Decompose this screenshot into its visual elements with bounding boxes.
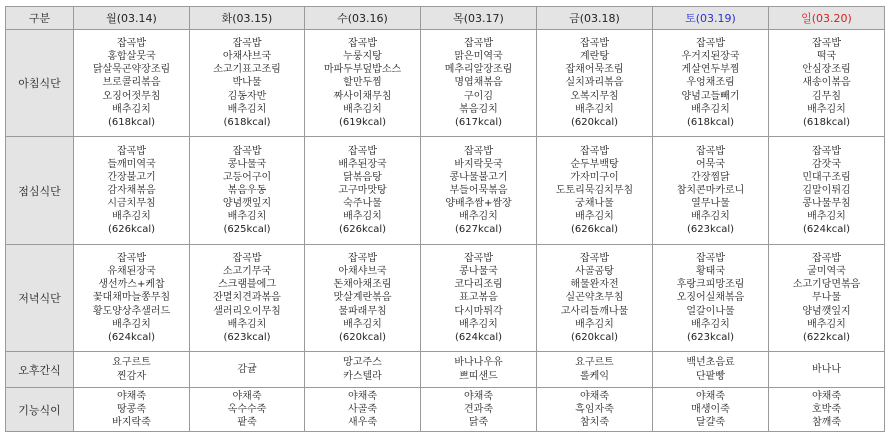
menu-cell-mon bbox=[74, 30, 190, 137]
menu-item: 배추김치 bbox=[575, 103, 614, 115]
menu-item: 배추김치 bbox=[227, 103, 267, 115]
menu-item: 양념깻잎지 bbox=[222, 198, 272, 210]
menu-item: 잡곡밥 bbox=[232, 145, 262, 157]
menu-item: (620kcal) bbox=[570, 116, 619, 128]
menu-item: 배추김치 bbox=[227, 318, 267, 330]
menu-item: 잡곡밥 bbox=[464, 253, 493, 265]
menu-item: 배추김치 bbox=[807, 211, 846, 223]
menu-item: 닭죽 bbox=[468, 417, 489, 429]
menu-item: 옥수수죽 bbox=[227, 403, 267, 415]
menu-item: 순두부백탕 bbox=[570, 158, 619, 170]
menu-item: 찐감자 bbox=[117, 370, 146, 382]
menu-item: (626kcal) bbox=[570, 224, 619, 236]
menu-cell-tue bbox=[190, 137, 305, 245]
header-day-mon: 월(03.14) bbox=[74, 7, 190, 30]
menu-item: 배추김치 bbox=[112, 103, 151, 115]
functional-diet-row bbox=[6, 388, 885, 432]
menu-item: 잡곡밥 bbox=[696, 38, 725, 50]
menu-item: 닭살묵곤약장조림 bbox=[92, 64, 171, 76]
menu-item: 양념깻잎지 bbox=[802, 305, 851, 317]
menu-cell-fri bbox=[537, 388, 653, 432]
menu-item: 잡곡밥 bbox=[464, 145, 493, 157]
menu-item: (624kcal) bbox=[107, 331, 156, 343]
menu-item: 맑은미역국 bbox=[454, 51, 503, 63]
menu-cell-mon bbox=[74, 137, 190, 245]
menu-cell-tue bbox=[190, 245, 305, 352]
menu-item: 쁘띠샌드 bbox=[459, 370, 498, 382]
menu-cell-thu bbox=[421, 245, 537, 352]
menu-item: 계란탕 bbox=[580, 51, 609, 63]
menu-cell-sun bbox=[769, 30, 885, 137]
menu-item: 무나물 bbox=[812, 292, 841, 304]
menu-item: 오징어젓무침 bbox=[102, 90, 161, 102]
menu-item: 구이김 bbox=[464, 90, 493, 102]
menu-item: 요구르트 bbox=[112, 357, 151, 369]
menu-item: 새우죽 bbox=[348, 417, 377, 429]
menu-item: 명엽채볶음 bbox=[454, 77, 503, 89]
menu-cell-thu bbox=[421, 137, 537, 245]
menu-item: 배추김치 bbox=[691, 318, 730, 330]
menu-item: 소고기당면볶음 bbox=[792, 279, 861, 291]
menu-item: 잡곡밥 bbox=[812, 38, 841, 50]
menu-item: 감귤 bbox=[237, 363, 257, 375]
menu-item: 잡곡밥 bbox=[812, 145, 841, 157]
menu-cell-fri bbox=[537, 137, 653, 245]
menu-item: 야채죽 bbox=[580, 390, 609, 402]
menu-item: 달걀죽 bbox=[696, 417, 725, 429]
menu-item: (620kcal) bbox=[570, 331, 619, 343]
snack-row bbox=[6, 352, 885, 388]
menu-item: 고사리들깨나물 bbox=[560, 305, 629, 317]
menu-item: 마파두부덮밥소스 bbox=[323, 64, 402, 76]
menu-item: 배추김치 bbox=[227, 211, 267, 223]
menu-item: (622kcal) bbox=[802, 331, 851, 343]
menu-item: 배추김치 bbox=[112, 211, 151, 223]
menu-cell-tue bbox=[190, 352, 305, 388]
menu-item: 참치죽 bbox=[580, 417, 609, 429]
menu-item: 배추김치 bbox=[575, 211, 614, 223]
menu-item: 굴미역국 bbox=[807, 266, 846, 278]
menu-item: 박나물 bbox=[232, 77, 262, 89]
menu-item: 할만두찜 bbox=[343, 77, 382, 89]
menu-item: 야채죽 bbox=[464, 390, 493, 402]
menu-item: 고등어구이 bbox=[222, 171, 272, 183]
menu-item: 바지락죽 bbox=[112, 417, 151, 429]
menu-item: 바나나우유 bbox=[454, 357, 503, 369]
menu-item: 우엉채조림 bbox=[686, 77, 735, 89]
menu-item: 팥죽 bbox=[237, 417, 257, 429]
menu-item: 김무침 bbox=[812, 90, 841, 102]
menu-item: 참치콘마카로니 bbox=[676, 184, 745, 196]
menu-item: 잡곡밥 bbox=[348, 253, 377, 265]
menu-item: 샐러리오이무침 bbox=[213, 305, 281, 317]
row-label: 오후간식 bbox=[6, 352, 74, 388]
menu-item: 배추김치 bbox=[112, 318, 151, 330]
menu-item: 홍합살뭇국 bbox=[107, 51, 156, 63]
menu-item: 아채샤브국 bbox=[222, 51, 272, 63]
menu-item: 배추된장국 bbox=[338, 158, 387, 170]
menu-item: 숙주나물 bbox=[343, 198, 382, 210]
menu-item: 단팥빵 bbox=[696, 370, 725, 382]
menu-item: 콩나물무침 bbox=[802, 198, 851, 210]
row-label: 저녁식단 bbox=[6, 245, 74, 352]
menu-item: 표고볶음 bbox=[459, 292, 498, 304]
menu-item: 간장불고기 bbox=[107, 171, 156, 183]
menu-item: 들깨미역국 bbox=[107, 158, 156, 170]
menu-cell-wed bbox=[305, 30, 421, 137]
menu-item: 떡국 bbox=[816, 51, 837, 63]
menu-item: 잡곡밥 bbox=[348, 145, 377, 157]
menu-cell-wed bbox=[305, 352, 421, 388]
menu-item: 부들어묵볶음 bbox=[449, 184, 508, 196]
menu-item: 롤케익 bbox=[580, 370, 609, 382]
menu-item: 도토리묵김치무침 bbox=[555, 184, 634, 196]
menu-item: 배추김치 bbox=[343, 103, 382, 115]
menu-item: (623kcal) bbox=[686, 224, 735, 236]
menu-item: 황도양상추샐러드 bbox=[92, 305, 171, 317]
menu-item: (620kcal) bbox=[338, 331, 387, 343]
menu-item: 참깨죽 bbox=[812, 417, 841, 429]
header-category: 구분 bbox=[6, 7, 74, 30]
menu-cell-tue bbox=[190, 30, 305, 137]
menu-cell-sun bbox=[769, 245, 885, 352]
menu-item: 짜사이채무침 bbox=[333, 90, 392, 102]
menu-item: 흑임자죽 bbox=[575, 403, 614, 415]
menu-cell-fri bbox=[537, 30, 653, 137]
menu-item: 메추리알장조림 bbox=[444, 64, 513, 76]
menu-item: (627kcal) bbox=[454, 224, 503, 236]
menu-item: 물파래무침 bbox=[338, 305, 387, 317]
menu-item: (623kcal) bbox=[686, 331, 735, 343]
menu-item: 잡곡밥 bbox=[812, 253, 841, 265]
menu-item: 게살연두부찜 bbox=[681, 64, 740, 76]
menu-item: 땅콩죽 bbox=[117, 403, 146, 415]
menu-cell-mon bbox=[74, 245, 190, 352]
menu-item: 후랑크피망조림 bbox=[676, 279, 745, 291]
menu-item: (618kcal) bbox=[802, 116, 851, 128]
menu-cell-thu bbox=[421, 388, 537, 432]
menu-item: (618kcal) bbox=[223, 116, 271, 128]
menu-item: 잡곡밥 bbox=[117, 38, 146, 50]
header-day-tue: 화(03.15) bbox=[190, 7, 305, 30]
menu-item: 야채죽 bbox=[117, 390, 146, 402]
menu-item: 잡곡밥 bbox=[580, 38, 609, 50]
menu-item: 잡곡밥 bbox=[580, 145, 609, 157]
menu-item: (623kcal) bbox=[223, 331, 271, 343]
menu-cell-thu bbox=[421, 30, 537, 137]
menu-item: 가자미구이 bbox=[570, 171, 619, 183]
row-label: 기능식이 bbox=[6, 388, 74, 432]
menu-item: (618kcal) bbox=[107, 116, 156, 128]
menu-item: 바나나 bbox=[812, 363, 841, 375]
menu-item: 잡곡밥 bbox=[117, 253, 146, 265]
menu-item: 배추김치 bbox=[343, 318, 382, 330]
menu-item: 닭볶음탕 bbox=[343, 171, 382, 183]
menu-item: 배추김치 bbox=[459, 318, 498, 330]
menu-item: 잡곡밥 bbox=[696, 253, 725, 265]
menu-cell-wed bbox=[305, 245, 421, 352]
menu-item: (624kcal) bbox=[454, 331, 503, 343]
weekly-meal-table bbox=[5, 6, 885, 432]
menu-item: 볶음김치 bbox=[459, 103, 498, 115]
menu-cell-sat bbox=[653, 388, 769, 432]
menu-item: 브로콜리볶음 bbox=[102, 77, 161, 89]
lunch-row bbox=[6, 137, 885, 245]
menu-item: (625kcal) bbox=[223, 224, 271, 236]
menu-item: 잡곡밥 bbox=[232, 253, 262, 265]
menu-cell-thu bbox=[421, 352, 537, 388]
menu-item: 꽃대채마늘쫑무침 bbox=[92, 292, 171, 304]
menu-item: (617kcal) bbox=[454, 116, 503, 128]
menu-item: 우거지된장국 bbox=[681, 51, 740, 63]
header-day-fri: 금(03.18) bbox=[537, 7, 653, 30]
menu-item: 민대구조림 bbox=[802, 171, 851, 183]
menu-item: 얼갈이나물 bbox=[686, 305, 735, 317]
menu-body bbox=[6, 30, 885, 432]
menu-item: 바지락뭇국 bbox=[454, 158, 503, 170]
header-day-wed: 수(03.16) bbox=[305, 7, 421, 30]
menu-item: (624kcal) bbox=[802, 224, 851, 236]
menu-cell-fri bbox=[537, 352, 653, 388]
breakfast-row bbox=[6, 30, 885, 137]
header-day-sat: 토(03.19) bbox=[653, 7, 769, 30]
menu-item: 코다리조림 bbox=[454, 279, 503, 291]
menu-cell-sun bbox=[769, 137, 885, 245]
menu-item: 감자채볶음 bbox=[107, 184, 156, 196]
menu-item: 야채죽 bbox=[232, 390, 262, 402]
menu-item: 궁채나물 bbox=[575, 198, 614, 210]
menu-item: 견과죽 bbox=[464, 403, 493, 415]
header-row bbox=[6, 7, 885, 30]
menu-item: 망고주스 bbox=[343, 357, 382, 369]
header-day-sun: 일(03.20) bbox=[769, 7, 885, 30]
menu-item: 배추김치 bbox=[691, 103, 730, 115]
menu-item: 잡곡밥 bbox=[464, 38, 493, 50]
menu-item: 잡곡밥 bbox=[232, 38, 262, 50]
menu-item: 오징어실채볶음 bbox=[676, 292, 745, 304]
menu-item: 양념고들빼기 bbox=[681, 90, 740, 102]
menu-cell-mon bbox=[74, 352, 190, 388]
menu-item: 고구마맛탕 bbox=[338, 184, 387, 196]
menu-item: 유채된장국 bbox=[107, 266, 156, 278]
menu-item: 다시마튀각 bbox=[454, 305, 503, 317]
menu-item: 배추김치 bbox=[807, 103, 846, 115]
menu-item: 스크램블에그 bbox=[218, 279, 276, 291]
menu-item: 해물완자전 bbox=[570, 279, 619, 291]
menu-item: 배추김치 bbox=[691, 211, 730, 223]
menu-cell-sat bbox=[653, 352, 769, 388]
menu-item: 배추김치 bbox=[575, 318, 614, 330]
menu-cell-wed bbox=[305, 137, 421, 245]
menu-item: 배추김치 bbox=[807, 318, 846, 330]
menu-item: (618kcal) bbox=[686, 116, 735, 128]
menu-item: 실곤약초무침 bbox=[565, 292, 624, 304]
menu-item: 볶음우동 bbox=[227, 184, 267, 196]
menu-item: 잡곡밥 bbox=[117, 145, 146, 157]
menu-cell-wed bbox=[305, 388, 421, 432]
menu-item: 카스텔라 bbox=[343, 370, 382, 382]
menu-item: 잡채어묵조림 bbox=[565, 64, 624, 76]
menu-item: 감잣국 bbox=[812, 158, 841, 170]
dinner-row bbox=[6, 245, 885, 352]
menu-cell-sat bbox=[653, 30, 769, 137]
menu-item: 양배추쌈+쌈장 bbox=[445, 198, 512, 210]
menu-item: 잔멸치견과볶음 bbox=[213, 292, 281, 304]
menu-cell-sat bbox=[653, 245, 769, 352]
menu-item: 누룽지탕 bbox=[343, 51, 382, 63]
menu-table-container bbox=[5, 6, 885, 432]
menu-cell-fri bbox=[537, 245, 653, 352]
menu-item: 배추김치 bbox=[459, 211, 498, 223]
menu-item: 잡곡밥 bbox=[348, 38, 377, 50]
menu-item: 잡곡밥 bbox=[580, 253, 609, 265]
menu-item: 백년초음료 bbox=[686, 357, 735, 369]
menu-cell-tue bbox=[190, 388, 305, 432]
menu-item: 호박죽 bbox=[812, 403, 841, 415]
menu-item: 열무나물 bbox=[691, 198, 730, 210]
menu-item: 김동자반 bbox=[227, 90, 267, 102]
menu-item: 어묵국 bbox=[696, 158, 725, 170]
menu-item: 김말이튀김 bbox=[802, 184, 851, 196]
menu-item: 사골곰탕 bbox=[575, 266, 614, 278]
menu-item: 소고기표고조림 bbox=[213, 64, 281, 76]
menu-item: 생선까스+케찹 bbox=[98, 279, 165, 291]
menu-item: 간장찜닭 bbox=[691, 171, 730, 183]
row-label: 점심식단 bbox=[6, 137, 74, 245]
menu-item: 콩나물국 bbox=[459, 266, 498, 278]
menu-item: 황태국 bbox=[696, 266, 725, 278]
menu-item: 요구르트 bbox=[575, 357, 614, 369]
menu-cell-sun bbox=[769, 388, 885, 432]
menu-item: 아채샤브국 bbox=[338, 266, 387, 278]
menu-item: 사골죽 bbox=[348, 403, 377, 415]
menu-cell-sat bbox=[653, 137, 769, 245]
menu-cell-mon bbox=[74, 388, 190, 432]
menu-item: 잡곡밥 bbox=[696, 145, 725, 157]
menu-cell-sun bbox=[769, 352, 885, 388]
menu-item: 배추김치 bbox=[343, 211, 382, 223]
row-label: 아침식단 bbox=[6, 30, 74, 137]
menu-item: 돈채아채조림 bbox=[333, 279, 392, 291]
menu-item: 야채죽 bbox=[348, 390, 377, 402]
menu-item: 소고기무국 bbox=[222, 266, 272, 278]
menu-item: 야채죽 bbox=[696, 390, 725, 402]
menu-item: 오복지무침 bbox=[570, 90, 619, 102]
menu-item: 콩나물불고기 bbox=[449, 171, 508, 183]
menu-item: 실치꽈리볶음 bbox=[565, 77, 624, 89]
menu-item: (626kcal) bbox=[107, 224, 156, 236]
menu-item: 새송이볶음 bbox=[802, 77, 851, 89]
menu-item: 매생이죽 bbox=[691, 403, 730, 415]
menu-item: 콩나물국 bbox=[227, 158, 267, 170]
header-day-thu: 목(03.17) bbox=[421, 7, 537, 30]
menu-item: 시금치무침 bbox=[107, 198, 156, 210]
menu-item: 야채죽 bbox=[812, 390, 841, 402]
menu-item: 안심장조림 bbox=[802, 64, 851, 76]
menu-item: (626kcal) bbox=[338, 224, 387, 236]
menu-item: 맛살계란볶음 bbox=[333, 292, 392, 304]
menu-item: (619kcal) bbox=[338, 116, 387, 128]
